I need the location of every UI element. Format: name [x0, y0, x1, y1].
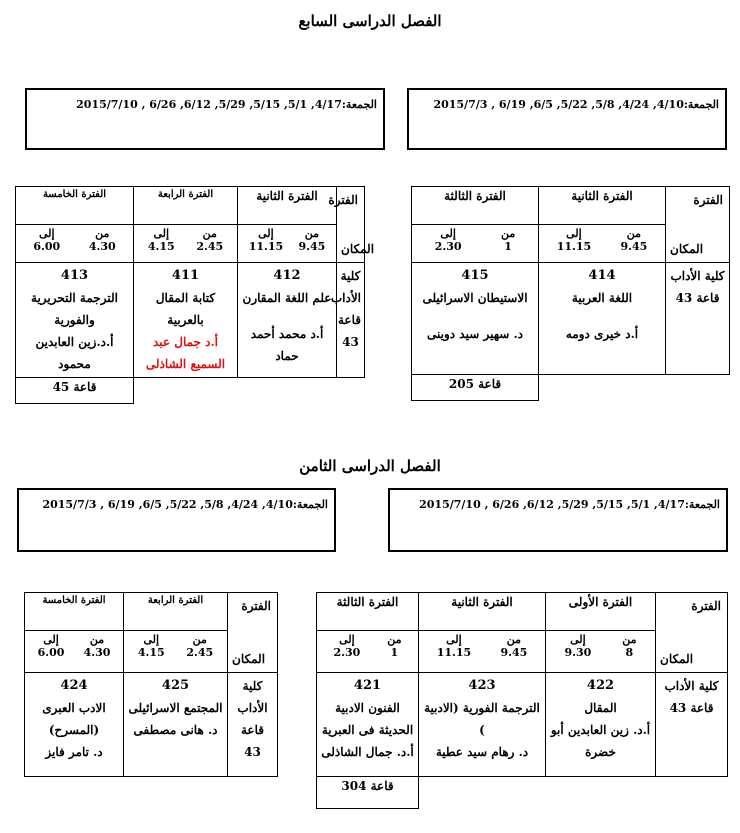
friday-dates: الجمعة:4/10, 4/24, 5/8, 5/22, 6/5, 6/19 , 2015/7/3 — [433, 98, 719, 111]
course-cell: 421 الفنون الادبية الحديثة فى العبرية أ.د. جمال الشاذلى — [317, 673, 419, 777]
period-name: الفترة الخامسة — [16, 187, 134, 225]
period-time: من 9.45 إلى 11.15 — [419, 631, 546, 673]
course-cell: 415 الاستيطان الاسرائيلى د. سهير سيد دوينى — [412, 263, 539, 375]
period-time: من 1 إلى 2.30 — [412, 225, 539, 263]
period-place-header — [656, 593, 728, 673]
schedule-table — [316, 592, 728, 809]
course-cell: 422 المقال أ.د. زين العابدين أبو خضرة — [546, 673, 656, 777]
semester7-title: الفصل الدراسى السابع — [298, 12, 442, 30]
place-label: المكان — [670, 242, 704, 256]
period-time: من 4.30 إلى 6.00 — [16, 225, 134, 263]
course-cell: 414 اللغة العربية أ.د خيرى دومه — [539, 263, 666, 375]
period-time: من 2.45 إلى 4.15 — [134, 225, 238, 263]
place-value: كلية الأداب قاعة 43 — [337, 263, 365, 378]
course-cell: 412 علم اللغة المقارن أ.د محمد أحمد حماد — [238, 263, 337, 378]
friday-dates-box — [388, 488, 728, 552]
schedule-table — [15, 186, 375, 404]
period-name: الفترة الأولى — [546, 593, 656, 631]
period-name: الفترة الثانية — [238, 187, 337, 225]
hall-label: قاعة 304 — [317, 777, 419, 809]
period-label: الفترة — [691, 599, 721, 613]
period-name: الفترة الخامسة — [25, 593, 124, 631]
semester8-title: الفصل الدراسى الثامن — [299, 457, 441, 475]
friday-dates: الجمعة:4/10, 4/24, 5/8, 5/22, 6/5, 6/19 , 2015/7/3 — [42, 498, 328, 511]
period-label: الفترة — [328, 193, 358, 207]
hall-label: قاعة 45 — [16, 378, 134, 404]
friday-dates: الجمعة:4/17, 5/1, 5/15, 5/29, 6/12, 6/26 , 2015/7/10 — [419, 498, 720, 511]
period-label: الفترة — [241, 599, 271, 613]
period-name: الفترة الثالثة — [412, 187, 539, 225]
period-name: الفترة الثانية — [419, 593, 546, 631]
instructor-highlight: أ.د جمال عبد السميع الشاذلى — [145, 335, 226, 371]
schedule-table — [411, 186, 730, 401]
period-time: من 4.30 إلى 6.00 — [25, 631, 124, 673]
course-cell: 423 الترجمة الفورية (الادبية ) د. رهام سيد عطية — [419, 673, 546, 777]
period-time: من 1 إلى 2.30 — [317, 631, 419, 673]
course-cell: 411 كتابة المقال بالعربية أ.د جمال عبد السميع الشاذلى — [134, 263, 238, 378]
friday-dates: الجمعة:4/17, 5/1, 5/15, 5/29, 6/12, 6/26 , 2015/7/10 — [76, 98, 377, 111]
period-place-header — [228, 593, 278, 673]
period-name: الفترة الرابعة — [124, 593, 228, 631]
place-value: كلية الأداب قاعة 43 — [656, 673, 728, 777]
period-name: الفترة الثانية — [539, 187, 666, 225]
course-cell: 425 المجتمع الاسرائيلى د. هانى مصطفى — [124, 673, 228, 777]
course-cell: 424 الادب العبرى (المسرح) د. تامر فايز — [25, 673, 124, 777]
friday-dates-box — [25, 88, 385, 150]
hall-label: قاعة 205 — [412, 375, 539, 401]
period-time: من 9.45 إلى 11.15 — [539, 225, 666, 263]
schedule-table — [24, 592, 278, 777]
period-time: من 9.45 إلى 11.15 — [238, 225, 337, 263]
period-place-header — [328, 187, 375, 263]
place-label: المكان — [341, 242, 375, 256]
place-value: كلية الأداب قاعة 43 — [228, 673, 278, 777]
course-cell: 413 الترجمة التحريرية والفورية أ.د.زين العابدين محمود — [16, 263, 134, 378]
friday-dates-box — [407, 88, 727, 150]
place-label: المكان — [660, 652, 694, 666]
period-label: الفترة — [693, 193, 723, 207]
period-name: الفترة الثالثة — [317, 593, 419, 631]
place-label: المكان — [232, 652, 266, 666]
period-time: من 2.45 إلى 4.15 — [124, 631, 228, 673]
period-name: الفترة الرابعة — [134, 187, 238, 225]
period-time: من 8 إلى 9.30 — [546, 631, 656, 673]
place-value: كلية الأداب قاعة 43 — [666, 263, 730, 375]
friday-dates-box — [17, 488, 336, 552]
period-place-header — [666, 187, 730, 263]
